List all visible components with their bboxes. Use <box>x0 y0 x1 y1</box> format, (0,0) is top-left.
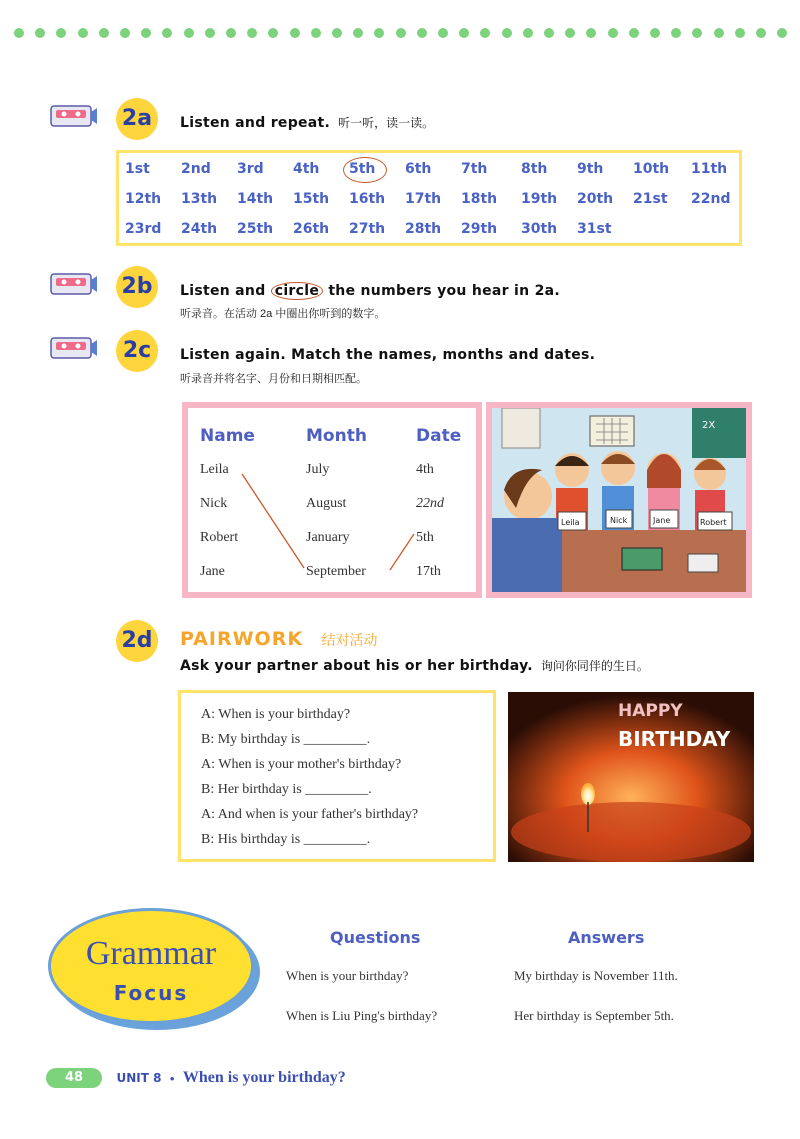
grammar-title: Grammar <box>85 935 217 972</box>
ordinal-number: 17th <box>405 191 442 207</box>
footer-separator: • <box>169 1070 175 1086</box>
border-dot <box>14 28 24 38</box>
instruction-2b-circle-word: circle <box>271 282 323 300</box>
instruction-2b-post: the numbers you hear in 2a. <box>328 283 561 299</box>
name-item: Nick <box>200 496 228 511</box>
birthday-candle-photo <box>508 692 754 862</box>
border-dot <box>396 28 406 38</box>
border-dot <box>184 28 194 38</box>
grammar-question: When is your birthday? <box>286 968 409 983</box>
border-dot <box>480 28 490 38</box>
border-dot <box>247 28 257 38</box>
ordinal-number: 26th <box>293 221 330 237</box>
instruction-2a-text: Listen and repeat. <box>180 115 331 131</box>
card-label: Leila <box>561 518 580 527</box>
dialog-box <box>178 690 496 862</box>
border-dot <box>332 28 342 38</box>
header-date: Date <box>416 426 462 446</box>
ordinal-number: 18th <box>461 191 498 207</box>
border-dot <box>438 28 448 38</box>
border-dot <box>692 28 702 38</box>
badge-2c: 2c <box>116 330 158 372</box>
ordinal-number: 13th <box>181 191 218 207</box>
instruction-2c-cn: 听录音并将名字、月份和日期相匹配。 <box>180 373 367 385</box>
candle-picture <box>508 692 754 862</box>
instruction-2b-cn: 听录音。在活动 2a 中圈出你听到的数字。 <box>180 308 386 320</box>
border-dot <box>714 28 724 38</box>
grammar-question: When is Liu Ping's birthday? <box>286 1008 438 1023</box>
photo-happy-text: HAPPY <box>618 701 683 721</box>
dialog-line: A: When is your mother's birthday? <box>201 757 402 772</box>
ordinal-number: 2nd <box>181 161 211 177</box>
ordinal-number: 23rd <box>125 221 162 237</box>
border-dot <box>120 28 130 38</box>
month-item: January <box>306 530 350 545</box>
dialog-line: A: When is your birthday? <box>201 707 351 722</box>
border-dot <box>502 28 512 38</box>
matching-lines <box>188 408 476 592</box>
instruction-2b-pre: Listen and <box>180 283 266 299</box>
border-dot <box>99 28 109 38</box>
footer-unit: UNIT 8 <box>116 1071 162 1085</box>
border-dot <box>78 28 88 38</box>
instruction-2d-text: Ask your partner about his or her birthday. <box>180 658 533 674</box>
ordinal-number: 30th <box>521 221 558 237</box>
ordinal-number: 21st <box>633 191 668 207</box>
ordinal-number: 6th <box>405 161 432 177</box>
instruction-2d <box>180 657 649 674</box>
ordinal-number: 28th <box>405 221 442 237</box>
border-dot <box>35 28 45 38</box>
date-item: 4th <box>416 462 434 477</box>
ordinal-number: 11th <box>691 161 728 177</box>
card-label: Nick <box>610 516 628 525</box>
page-footer <box>46 1068 346 1090</box>
instruction-2a <box>180 114 434 131</box>
dialog-line: B: My birthday is _________. <box>201 732 371 747</box>
grammar-answer: My birthday is November 11th. <box>514 968 678 983</box>
ordinal-number: 27th <box>349 221 386 237</box>
month-item: July <box>306 462 330 477</box>
ordinal-number: 31st <box>577 221 612 237</box>
border-dot <box>226 28 236 38</box>
border-dot <box>671 28 681 38</box>
ordinal-number: 19th <box>521 191 558 207</box>
date-item: 22nd <box>416 496 444 511</box>
header-month: Month <box>306 426 367 446</box>
month-item: August <box>306 496 347 511</box>
ordinal-number: 16th <box>349 191 386 207</box>
focus-title: Focus <box>113 981 189 1005</box>
border-dot <box>290 28 300 38</box>
cassette-tape-icon <box>50 272 98 298</box>
border-dot <box>459 28 469 38</box>
border-dot <box>374 28 384 38</box>
border-dot <box>56 28 66 38</box>
photo-birthday-text: BIRTHDAY <box>618 727 731 751</box>
dialog-line: B: His birthday is _________. <box>201 832 371 847</box>
name-item: Robert <box>200 530 239 545</box>
border-dot <box>417 28 427 38</box>
grammar-answer: Her birthday is September 5th. <box>514 1008 674 1023</box>
page-number: 48 <box>46 1068 102 1088</box>
matching-table <box>182 402 482 598</box>
border-dot <box>586 28 596 38</box>
classroom-picture <box>492 408 746 592</box>
ordinal-number: 15th <box>293 191 330 207</box>
border-dot <box>777 28 787 38</box>
ordinal-number: 3rd <box>237 161 264 177</box>
border-dot <box>735 28 745 38</box>
ordinal-number: 20th <box>577 191 614 207</box>
cassette-tape-icon <box>50 336 98 362</box>
name-item: Jane <box>200 564 225 579</box>
border-dot <box>162 28 172 38</box>
pairwork-title <box>180 628 378 650</box>
dialog-line: A: And when is your father's birthday? <box>201 807 419 822</box>
classroom-illustration <box>486 402 752 598</box>
border-dot <box>565 28 575 38</box>
questions-header: Questions <box>330 928 421 947</box>
badge-2d: 2d <box>116 620 158 662</box>
ordinal-number: 24th <box>181 221 218 237</box>
month-item: September <box>306 564 366 579</box>
border-dot <box>205 28 215 38</box>
name-item: Leila <box>200 462 229 477</box>
ordinal-number: 25th <box>237 221 274 237</box>
card-label: Robert <box>700 518 727 527</box>
border-dot <box>141 28 151 38</box>
ordinal-number: 14th <box>237 191 274 207</box>
instruction-2c: Listen again. Match the names, months and dates. <box>180 347 596 363</box>
pairwork-title-cn: 结对活动 <box>321 632 378 648</box>
border-dot <box>523 28 533 38</box>
cassette-tape-icon <box>50 104 98 130</box>
ordinal-number: 10th <box>633 161 670 177</box>
footer-title: When is your birthday? <box>182 1069 346 1086</box>
ordinal-number: 4th <box>293 161 320 177</box>
badge-2b: 2b <box>116 266 158 308</box>
pairwork-title-text: PAIRWORK <box>180 628 304 650</box>
border-dot <box>311 28 321 38</box>
ordinal-number: 29th <box>461 221 498 237</box>
grammar-focus-badge <box>48 908 254 1024</box>
top-dot-border <box>14 28 794 40</box>
ordinal-number: 22nd <box>691 191 731 207</box>
ordinal-numbers-box <box>116 150 742 246</box>
ordinal-number: 7th <box>461 161 488 177</box>
border-dot <box>268 28 278 38</box>
header-name: Name <box>200 426 255 446</box>
card-label: Jane <box>653 516 671 525</box>
date-item: 17th <box>416 564 441 579</box>
date-item: 5th <box>416 530 434 545</box>
border-dot <box>608 28 618 38</box>
dialog-line: B: Her birthday is _________. <box>201 782 372 797</box>
ordinal-number: 12th <box>125 191 162 207</box>
border-dot <box>650 28 660 38</box>
circled-number-ring <box>343 157 387 183</box>
ordinal-number: 1st <box>125 161 150 177</box>
ordinal-number: 8th <box>521 161 548 177</box>
instruction-2a-cn: 听一听，读一读。 <box>338 116 435 130</box>
border-dot <box>756 28 766 38</box>
ordinal-number: 5th <box>349 161 376 177</box>
ordinal-number: 9th <box>577 161 604 177</box>
instruction-2d-cn: 询问你同伴的生日。 <box>540 659 649 673</box>
border-dot <box>353 28 363 38</box>
border-dot <box>629 28 639 38</box>
answers-header: Answers <box>568 928 645 947</box>
board-text: 2X <box>702 420 716 431</box>
border-dot <box>544 28 554 38</box>
instruction-2b <box>180 283 560 299</box>
badge-2a: 2a <box>116 98 158 140</box>
